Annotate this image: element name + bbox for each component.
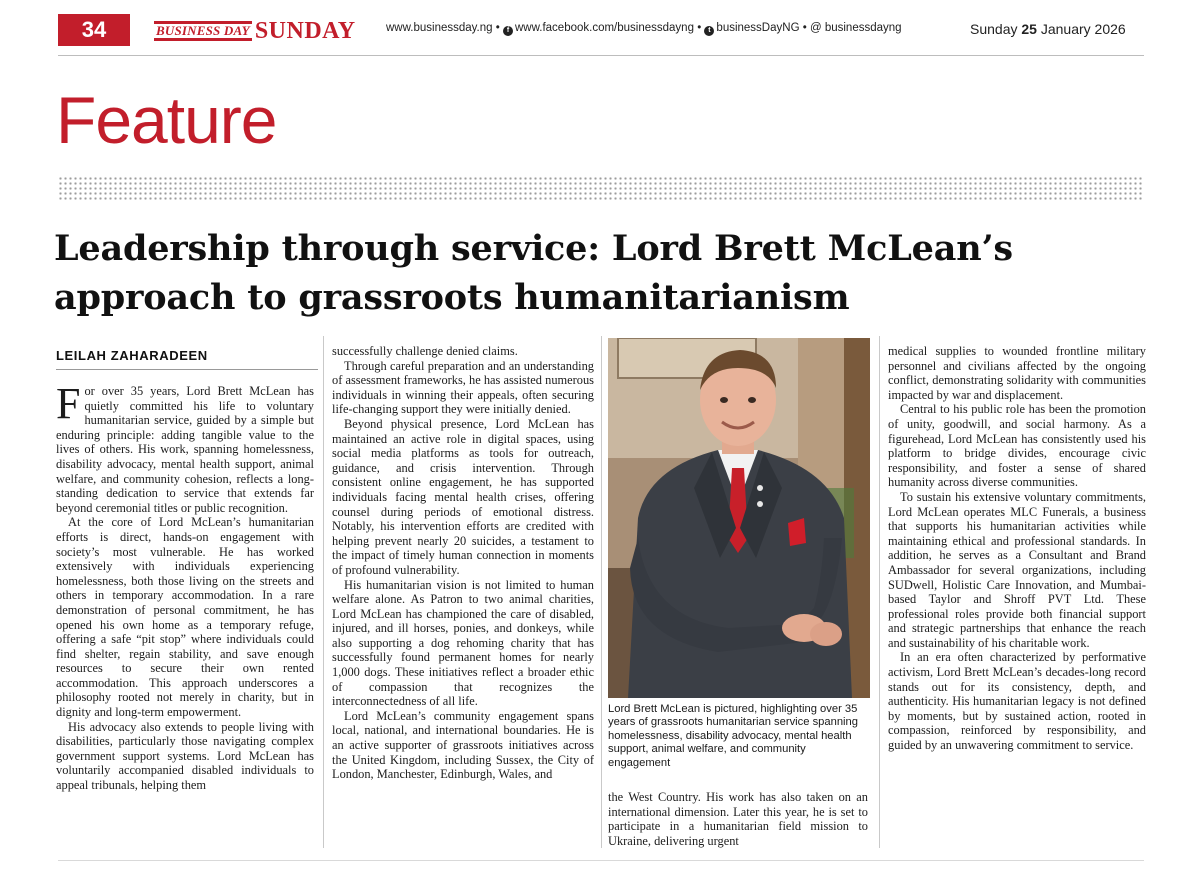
section-title: Feature	[56, 83, 277, 157]
separator-dot: •	[697, 22, 705, 34]
portrait-illustration	[608, 338, 870, 698]
instagram-link[interactable]: @ businessdayng	[809, 22, 902, 34]
date-number: 25	[1021, 21, 1037, 37]
paragraph: Beyond physical presence, Lord McLean has maintained an active role in digital spaces, using social media platforms as tools for outreach, guidance, and crisis intervention. Through consistent online engagement, he has supported individuals facing mental health crises, offering counsel during periods of emotional distress. Notably, his intervention efforts are credited with helping prevent nearly 20 suicides, a testament to the impact of timely human connection in moments of profound vulnerability.	[332, 416, 594, 577]
paragraph: In an era often characterized by performative activism, Lord Brett McLean’s decades-long record stands out for its consistency, depth, and authenticity. His humanitarian legacy is not defined by moments, but by sustained action, rooted in compassion, reinforced by responsibility, and guided by an unwavering commitment to service.	[888, 650, 1146, 753]
article-column-3	[608, 790, 868, 848]
separator-dot: •	[495, 22, 503, 34]
article-photo	[608, 338, 870, 698]
column-divider	[879, 336, 880, 848]
footer-divider	[58, 860, 1144, 861]
article-column-4	[888, 344, 1146, 753]
masthead-businessday: BUSINESS DAY	[154, 21, 252, 41]
paragraph: Central to his public role has been the promotion of unity, goodwill, and social harmony. As a figurehead, Lord McLean has consistently used his platform to bridge divides, encourage civic responsibility, and foster a sense of shared humanity across diverse communities.	[888, 402, 1146, 490]
drop-cap: F	[56, 379, 81, 428]
paragraph: His humanitarian vision is not limited to human welfare alone. As Patron to two animal charities, Lord McLean has championed the care of disabled, injured, and ill horses, ponies, and donkeys, while also supporting a dog rehoming charity that has successfully found permanent homes for nearly 1,000 dogs. These initiatives reflect a broader ethic of compassion that recognizes the interconnectedness of all life.	[332, 577, 594, 709]
twitter-icon: t	[704, 26, 714, 36]
paragraph: His advocacy also extends to people living with disabilities, particularly those navigating complex government support systems. Lord McLean has voluntarily accompanied disabled individuals to appeal tribunals, helping them	[56, 719, 314, 793]
paragraph: medical supplies to wounded frontline military personnel and civilians affected by the ongoing conflict, demonstrating solidarity with communities impacted by war and displacement.	[888, 344, 1146, 402]
article-headline	[54, 224, 1054, 322]
paragraph: Through careful preparation and an understanding of assessment frameworks, he has assisted numerous individuals in winning their appeals, often securing life-changing support they were initially denied.	[332, 358, 594, 417]
dotted-divider	[58, 176, 1144, 202]
headline-line-1: Leadership through service: Lord Brett McLean’s	[54, 228, 1013, 269]
header-divider	[58, 55, 1144, 56]
separator-dot: •	[802, 22, 810, 34]
page-header	[0, 0, 1200, 50]
paragraph: For over 35 years, Lord Brett McLean has quietly committed his life to voluntary humanitarian service, guided by a simple but enduring principle: adding tangible value to the lives of others. His work, spanning homelessness, disability advocacy, mental health support, animal welfare, and community cohesion, reflects a long-standing dedication to service that extends far beyond ceremonial titles or public recognition.	[56, 379, 314, 515]
article-column-2	[332, 344, 594, 782]
paragraph: Lord McLean’s community engagement spans local, national, and international boundaries. He is an active supporter of grassroots initiatives across the United Kingdom, including Sussex, the City of London, Manchester, Edinburgh, Wales, and	[332, 708, 594, 782]
photo-caption: Lord Brett McLean is pictured, highlighting over 35 years of grassroots humanitarian service spanning homelessness, disability advocacy, mental health support, animal welfare, and community engagement	[608, 703, 858, 769]
twitter-link[interactable]: businessDayNG	[716, 22, 800, 34]
page-number: 34	[58, 14, 130, 46]
column-divider	[323, 336, 324, 848]
paragraph: the West Country. His work has also taken on an international dimension. Later this year, he is set to participate in a humanitarian field mission to Ukraine, delivering urgent	[608, 790, 868, 848]
headline-line-2: approach to grassroots humanitarianism	[54, 277, 850, 318]
issue-date	[970, 21, 1126, 37]
column-divider	[601, 336, 602, 848]
byline: LEILAH ZAHARADEEN	[56, 348, 208, 363]
date-month-year: January 2026	[1040, 21, 1126, 37]
paragraph: At the core of Lord McLean’s humanitarian efforts is direct, hands-on engagement with society’s most vulnerable. He has worked extensively with individuals experiencing homelessness, both those living on the streets and others in temporary accommodation. In a rare demonstration of personal commitment, he has opened his own home as a temporary refuge, offering a safe “pit stop” where individuals could find shelter, regain stability, and save enough resources to secure their own rented accommodation. This approach underscores a philosophy rooted not merely in charity, but in dignity and long-term empowerment.	[56, 515, 314, 720]
date-day: Sunday	[970, 21, 1018, 37]
website-link[interactable]: www.businessday.ng	[386, 22, 493, 34]
paragraph: To sustain his extensive voluntary commitments, Lord McLean operates MLC Funerals, a business that supports his humanitarian activities while maintaining ethical and professional standards. In addition, he serves as a Consultant and Brand Ambassador for several organizations, including SUDwell, Holistic Care Innovation, and Mumbai-based Taylor and Shroff PVT Ltd. These professional roles provide both financial support and strategic partnerships that enhance the reach and sustainability of his charitable work.	[888, 489, 1146, 650]
facebook-link[interactable]: www.facebook.com/businessdayng	[514, 22, 694, 34]
social-links	[386, 22, 902, 36]
masthead-sunday: SUNDAY	[254, 17, 356, 44]
facebook-icon: f	[503, 26, 513, 36]
masthead-logo[interactable]	[154, 17, 356, 45]
byline-divider	[56, 369, 318, 370]
paragraph: successfully challenge denied claims.	[332, 344, 518, 358]
article-column-1	[56, 379, 314, 793]
